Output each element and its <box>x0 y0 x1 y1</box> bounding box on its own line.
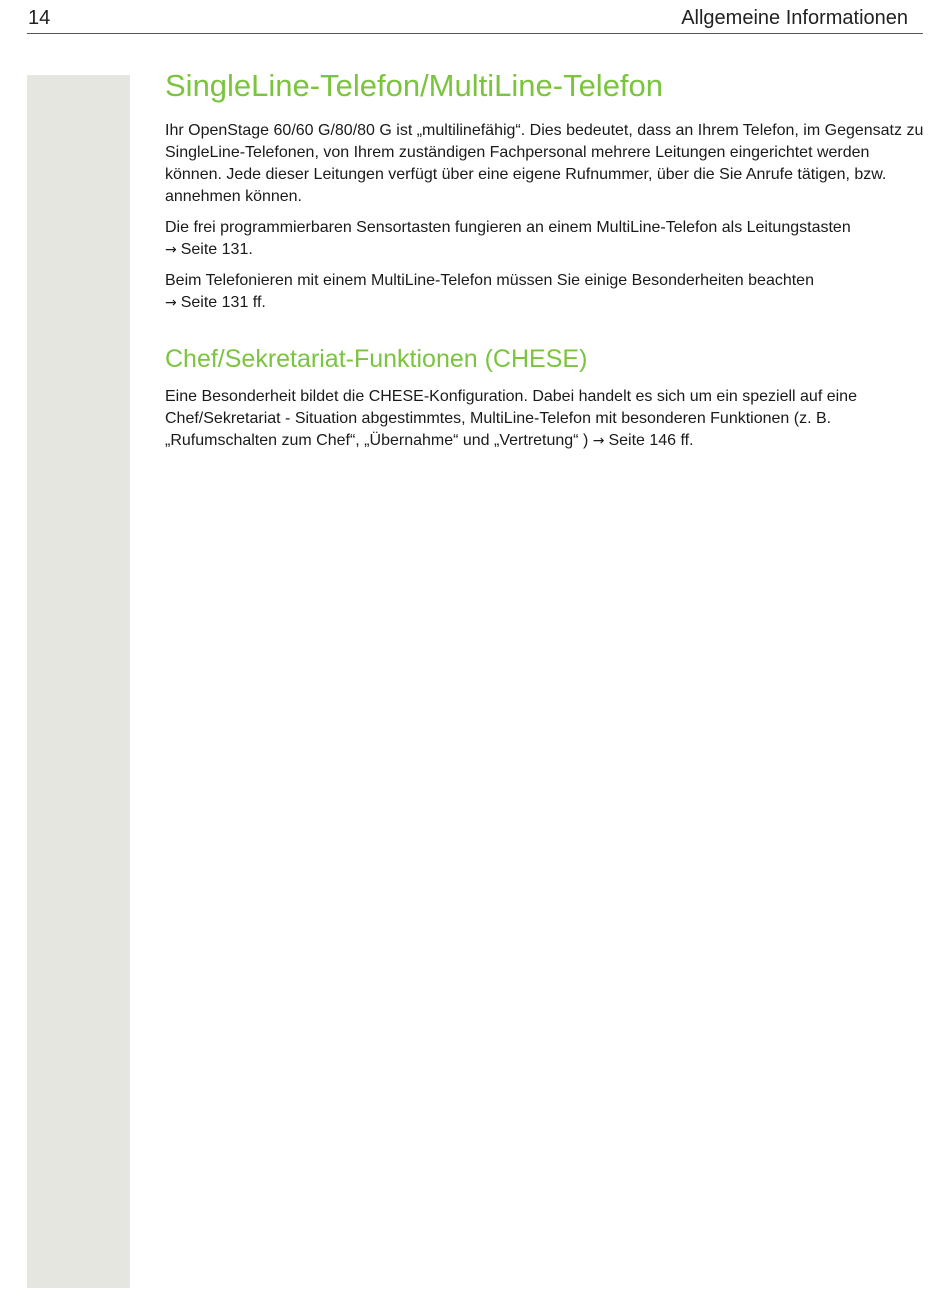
arrow-right-icon: → <box>165 242 177 258</box>
page-reference-link[interactable]: Seite 131 ff. <box>180 294 266 311</box>
paragraph-text: Die frei programmierbaren Sensortasten fungieren an einem MultiLine-Telefon als Leitungstasten <box>165 219 851 236</box>
paragraph-text: Eine Besonderheit bildet die CHESE-Konfiguration. Dabei handelt es sich um ein speziell auf eine Chef/Sekretariat - Situation abgestimmtes, MultiLine-Telefon mit besonderen Funktionen (z. B. „Rufumschalten zum Chef“, „Übernahme“ und „Vertretung“ ) <box>165 388 857 449</box>
paragraph-besonderheiten <box>165 270 925 314</box>
paragraph-chese <box>165 386 925 452</box>
arrow-right-icon: → <box>592 433 605 449</box>
section-title-singleline-multiline: SingleLine-Telefon/MultiLine-Telefon <box>165 68 664 103</box>
page-content <box>165 66 925 452</box>
arrow-right-icon: → <box>165 295 177 311</box>
page-reference-link[interactable]: Seite 131. <box>180 241 253 258</box>
page-number: 14 <box>28 7 51 29</box>
running-header: Allgemeine Informationen <box>681 7 908 29</box>
header-divider <box>27 33 923 34</box>
paragraph-multiline-intro: Ihr OpenStage 60/60 G/80/80 G ist „multilinefähig“. Dies bedeutet, dass an Ihrem Telefon, im Gegensatz zu SingleLine-Telefonen, von Ihrem zuständigen Fachpersonal mehrere Leitungen eingerichtet werden können. Jede dieser Leitungen verfügt über eine eigene Rufnummer, über die Sie Anrufe tätigen, bzw. annehmen können. <box>165 122 924 205</box>
paragraph-text: Beim Telefonieren mit einem MultiLine-Telefon müssen Sie einige Besonderheiten beachten <box>165 272 814 289</box>
paragraph-sensortasten <box>165 217 925 261</box>
side-margin-bar <box>27 75 130 1288</box>
section-title-chese: Chef/Sekretariat-Funktionen (CHESE) <box>165 345 588 373</box>
page-reference-link[interactable]: Seite 146 ff. <box>608 432 694 449</box>
